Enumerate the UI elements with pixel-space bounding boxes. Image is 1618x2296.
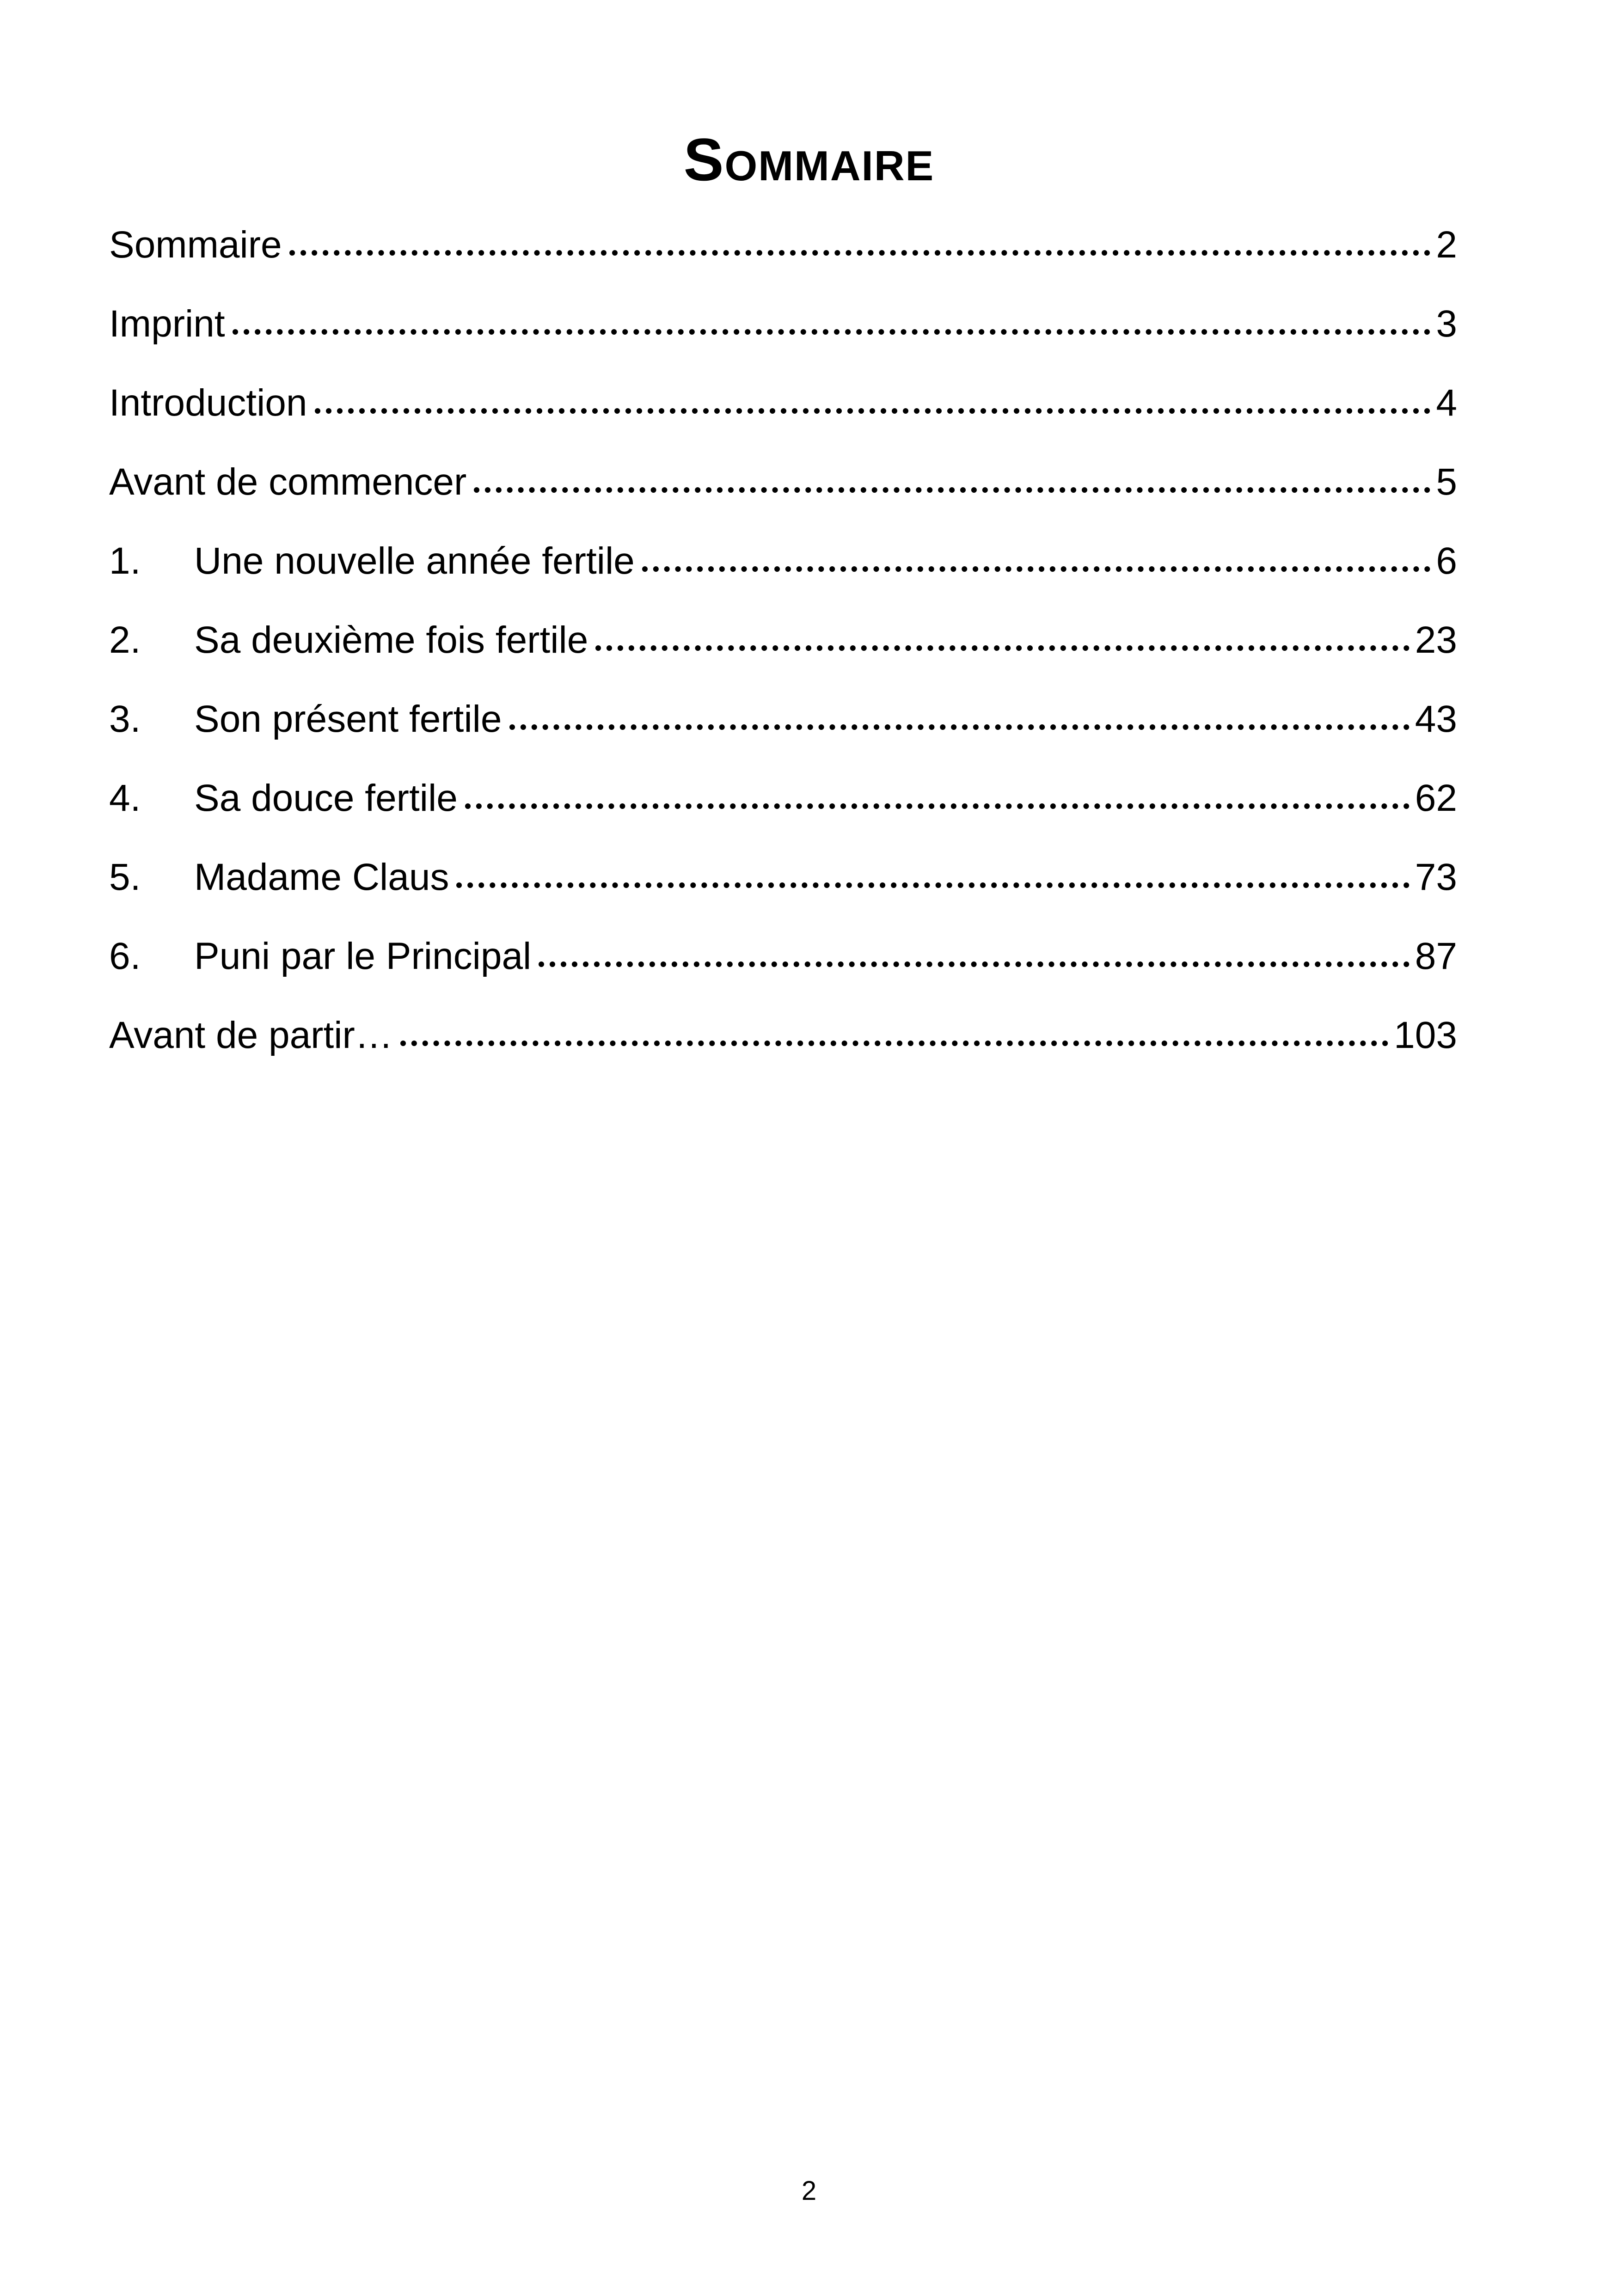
toc-entry-page: 62 bbox=[1415, 777, 1457, 819]
toc-entry-label: Avant de partir… bbox=[109, 1014, 393, 1056]
toc-entry-chapter-6[interactable] bbox=[109, 929, 1457, 1008]
toc-entry-label: Puni par le Principal bbox=[194, 935, 532, 977]
toc-entry-number: 2. bbox=[109, 619, 141, 661]
toc-entry-label: Introduction bbox=[109, 382, 307, 424]
toc-entry-page: 103 bbox=[1394, 1014, 1457, 1056]
toc-entry-chapter-4[interactable] bbox=[109, 771, 1457, 850]
toc-entry-page: 87 bbox=[1415, 935, 1457, 977]
toc-entry-label: Imprint bbox=[109, 303, 225, 345]
toc-entry-label: Son présent fertile bbox=[194, 698, 502, 740]
toc-entry-page: 6 bbox=[1436, 540, 1457, 582]
toc-entry-label: Une nouvelle année fertile bbox=[194, 540, 635, 582]
dot-leader bbox=[642, 566, 1431, 572]
toc-entry-page: 2 bbox=[1436, 224, 1457, 266]
toc-entry-page: 43 bbox=[1415, 698, 1457, 740]
toc-entry-imprint[interactable] bbox=[109, 296, 1457, 375]
toc-entry-number: 3. bbox=[109, 698, 141, 740]
dot-leader bbox=[539, 961, 1410, 967]
toc-entry-page: 5 bbox=[1436, 461, 1457, 503]
toc-entry-label: Sa douce fertile bbox=[194, 777, 458, 819]
toc-entry-label: Madame Claus bbox=[194, 856, 449, 898]
toc-entry-number: 6. bbox=[109, 935, 141, 977]
toc-entry-number: 4. bbox=[109, 777, 141, 819]
dot-leader bbox=[289, 250, 1431, 256]
page-number: 2 bbox=[801, 2176, 817, 2206]
toc-entry-page: 73 bbox=[1415, 856, 1457, 898]
page-title: Sommaire bbox=[683, 126, 935, 193]
dot-leader bbox=[509, 724, 1410, 730]
toc-entry-introduction[interactable] bbox=[109, 375, 1457, 454]
toc-entry-number: 5. bbox=[109, 856, 141, 898]
dot-leader bbox=[315, 408, 1431, 414]
dot-leader bbox=[595, 645, 1409, 651]
toc-entry-label: Sa deuxième fois fertile bbox=[194, 619, 588, 661]
toc-entry-label: Avant de commencer bbox=[109, 461, 467, 503]
table-of-contents bbox=[109, 217, 1457, 1087]
toc-entry-chapter-5[interactable] bbox=[109, 850, 1457, 929]
toc-entry-number: 1. bbox=[109, 540, 141, 582]
toc-entry-page: 4 bbox=[1436, 382, 1457, 424]
dot-leader bbox=[465, 803, 1410, 809]
toc-entry-label: Sommaire bbox=[109, 224, 282, 266]
toc-entry-chapter-1[interactable] bbox=[109, 533, 1457, 612]
toc-entry-page: 3 bbox=[1436, 303, 1457, 345]
toc-entry-sommaire[interactable] bbox=[109, 217, 1457, 296]
toc-entry-avant-de-partir[interactable] bbox=[109, 1008, 1457, 1087]
toc-entry-page: 23 bbox=[1415, 619, 1457, 661]
dot-leader bbox=[400, 1040, 1388, 1046]
toc-entry-chapter-2[interactable] bbox=[109, 612, 1457, 692]
dot-leader bbox=[474, 487, 1430, 493]
dot-leader bbox=[233, 329, 1431, 335]
dot-leader bbox=[456, 882, 1409, 888]
toc-entry-avant-de-commencer[interactable] bbox=[109, 454, 1457, 533]
toc-entry-chapter-3[interactable] bbox=[109, 692, 1457, 771]
